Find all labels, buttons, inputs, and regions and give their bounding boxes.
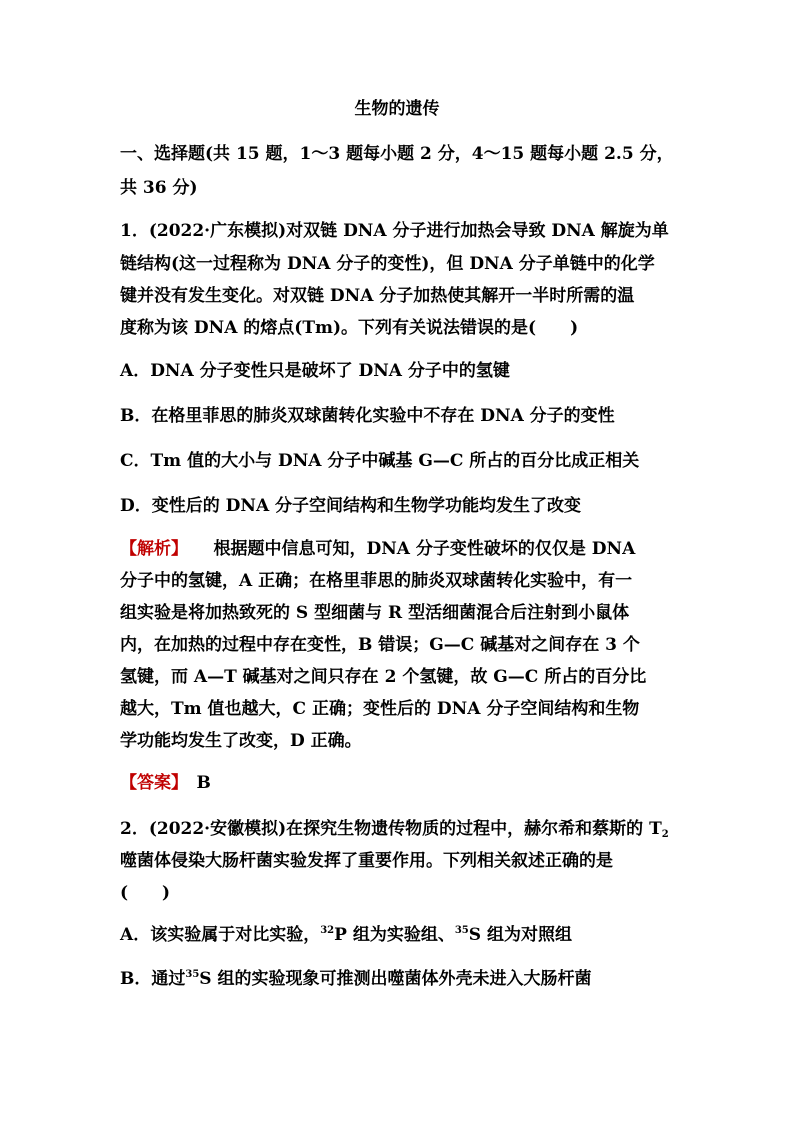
q2-option-b [120, 968, 592, 990]
q1-analysis-line-6: 越大，Tm 值也越大，C 正确；变性后的 DNA 分子空间结构和生物 [120, 699, 640, 719]
analysis-tag: 【解析】 [120, 539, 180, 559]
q2-option-a-text-2: P 组为实验组、 [334, 925, 455, 945]
superscript-32: 32 [320, 925, 335, 936]
q2-stem-line-3: ( ) [120, 883, 171, 903]
q2-option-b-text-1: B．通过 [120, 969, 186, 989]
q1-analysis-line-5: 氢键，而 A—T 碱基对之间只存在 2 个氢键，故 G—C 所占的百分比 [120, 667, 647, 687]
q2-option-a-text-1: A．该实验属于对比实验， [120, 925, 321, 945]
q1-stem-line-3: 键并没有发生变化。对双链 DNA 分子加热使其解开一半时所需的温 [120, 286, 635, 306]
q1-analysis-line-7: 学功能均发生了改变，D 正确。 [120, 731, 362, 751]
section-heading-line-1: 一、选择题(共 15 题，1～3 题每小题 2 分，4～15 题每小题 2.5 分， [120, 144, 674, 164]
q2-stem-line-2: 噬菌体侵染大肠杆菌实验发挥了重要作用。下列相关叙述正确的是 [120, 851, 613, 871]
q1-option-a: A．DNA 分子变性只是破坏了 DNA 分子中的氢键 [120, 361, 510, 381]
answer-tag: 【答案】 [120, 773, 180, 793]
page-title: 生物的遗传 [354, 99, 440, 119]
superscript-35: 35 [185, 969, 200, 980]
q2-option-a [120, 924, 572, 946]
q2-stem-line-1 [120, 818, 669, 840]
q1-stem-line-4: 度称为该 DNA 的熔点(Tm)。下列有关说法错误的是( ) [120, 318, 579, 338]
subscript-2: 2 [661, 829, 669, 840]
q2-option-b-text-2: S 组的实验现象可推测出噬菌体外壳未进入大肠杆菌 [199, 969, 592, 989]
q1-analysis-line-1 [120, 538, 635, 560]
section-heading-line-2: 共 36 分) [120, 178, 198, 198]
q2-option-a-text-3: S 组为对照组 [468, 925, 572, 945]
q1-answer-line [120, 772, 211, 794]
q1-analysis-line-4: 内，在加热的过程中存在变性，B 错误；G—C 碱基对之间存在 3 个 [120, 635, 640, 655]
analysis-text: 根据题中信息可知，DNA 分子变性破坏的仅仅是 DNA [213, 539, 636, 559]
q1-stem-line-1: 1．(2022·广东模拟)对双链 DNA 分子进行加热会导致 DNA 解旋为单 [120, 221, 669, 241]
q1-option-d: D．变性后的 DNA 分子空间结构和生物学功能均发生了改变 [120, 496, 582, 516]
q1-stem-line-2: 链结构(这一过程称为 DNA 分子的变性)，但 DNA 分子单链中的化学 [120, 254, 655, 274]
answer-value: B [196, 773, 211, 793]
q2-stem-text: 2．(2022·安徽模拟)在探究生物遗传物质的过程中，赫尔希和蔡斯的 T [120, 819, 662, 839]
superscript-35: 35 [454, 925, 469, 936]
q1-option-c: C．Tm 值的大小与 DNA 分子中碱基 G—C 所占的百分比成正相关 [120, 451, 640, 471]
q1-analysis-line-2: 分子中的氢键，A 正确；在格里菲思的肺炎双球菌转化实验中，有一 [120, 571, 633, 591]
q1-option-b: B．在格里菲思的肺炎双球菌转化实验中不存在 DNA 分子的变性 [120, 406, 615, 426]
q1-analysis-line-3: 组实验是将加热致死的 S 型细菌与 R 型活细菌混合后注射到小鼠体 [120, 603, 630, 623]
